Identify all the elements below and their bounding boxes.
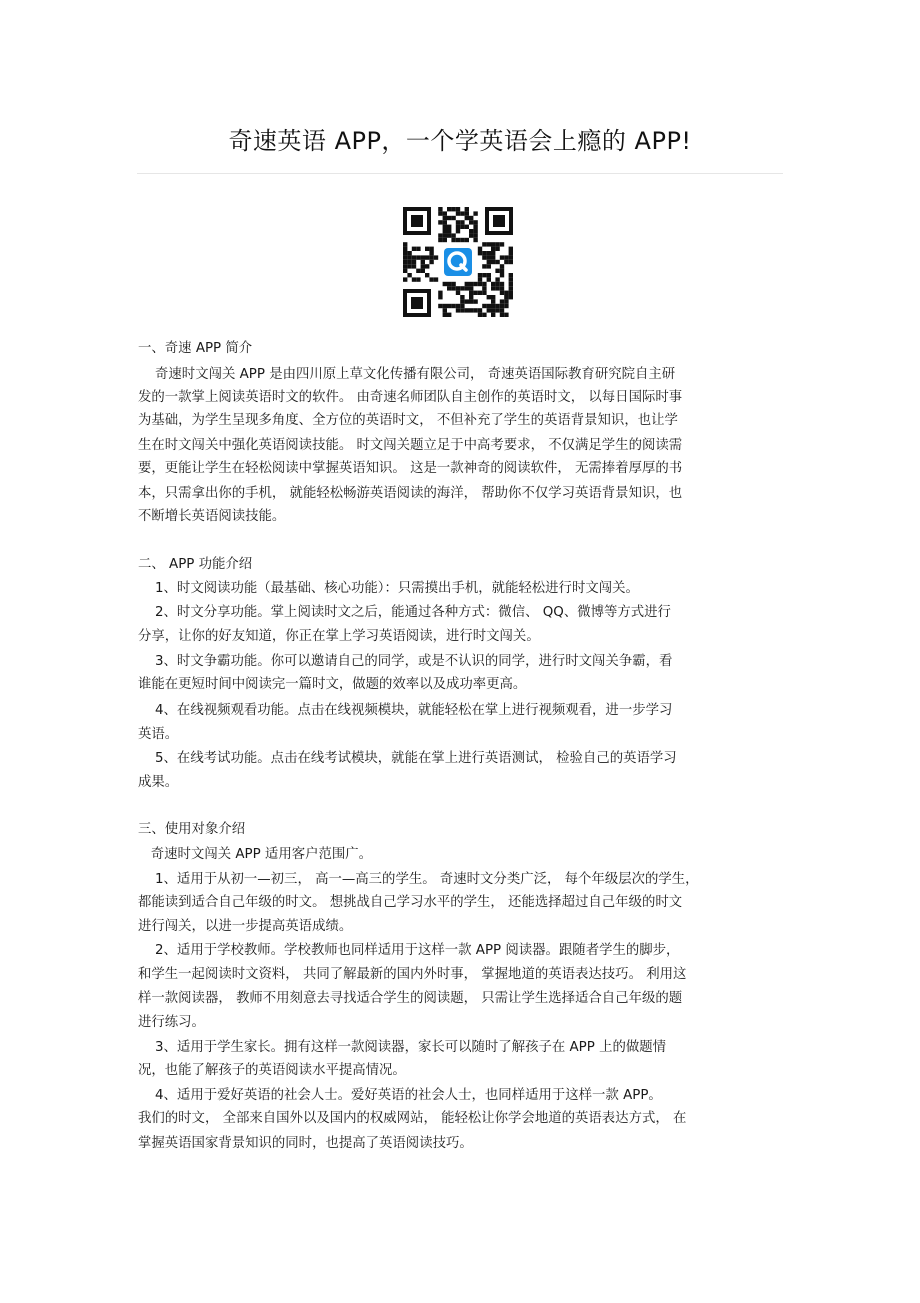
app-logo-icon	[441, 245, 475, 279]
paragraph-line: 2、适用于学校教师。学校教师也同样适用于这样一款 APP 阅读器。跟随者学生的脚步，	[138, 943, 680, 958]
paragraph-line: 况，也能了解孩子的英语阅读水平提高情况。	[138, 1063, 406, 1078]
section-heading: 一、奇速 APP 简介	[138, 341, 253, 356]
paragraph-line: 英语。	[138, 727, 179, 742]
section-heading: 三、使用对象介绍	[138, 822, 246, 837]
paragraph-line: 4、适用于爱好英语的社会人士。爱好英语的社会人士，也同样适用于这样一款 APP。	[138, 1088, 662, 1103]
paragraph-line: 奇速时文闯关 APP 适用客户范围广。	[138, 847, 373, 862]
paragraph-line: 1、适用于从初一—初三， 高一—高三的学生。 奇速时文分类广泛， 每个年级层次的学生，	[138, 872, 699, 887]
paragraph-line: 进行闯关，以进一步提高英语成绩。	[138, 919, 353, 934]
paragraph-line: 要，更能让学生在轻松阅读中掌握英语知识。 这是一款神奇的阅读软件， 无需捧着厚厚的书	[138, 461, 683, 476]
paragraph-line: 生在时文闯关中强化英语阅读技能。 时文闯关题立足于中高考要求， 不仅满足学生的阅读需	[138, 438, 683, 453]
qr-code-image	[403, 207, 513, 317]
paragraph-line: 3、适用于学生家长。拥有这样一款阅读器，家长可以随时了解孩子在 APP 上的做题情	[138, 1040, 667, 1055]
paragraph-line: 分享，让你的好友知道，你正在掌上学习英语阅读，进行时文闯关。	[138, 629, 540, 644]
paragraph-line: 谁能在更短时间中阅读完一篇时文，做题的效率以及成功率更高。	[138, 677, 527, 692]
paragraph-line: 掌握英语国家背景知识的同时，也提高了英语阅读技巧。	[138, 1136, 473, 1151]
paragraph-line: 发的一款掌上阅读英语时文的软件。 由奇速名师团队自主创作的英语时文， 以每日国际时事	[138, 390, 683, 405]
paragraph-line: 为基础，为学生呈现多角度、全方位的英语时文， 不但补充了学生的英语背景知识，也让学	[138, 413, 678, 428]
paragraph-line: 奇速时文闯关 APP 是由四川原上草文化传播有限公司， 奇速英语国际教育研究院自主研	[138, 367, 676, 382]
title-divider	[137, 173, 783, 174]
paragraph-line: 1、时文阅读功能（最基础、核心功能）：只需摸出手机，就能轻松进行时文闯关。	[138, 581, 639, 596]
document-title: 奇速英语 APP，一个学英语会上瘾的 APP!	[228, 127, 692, 155]
paragraph-line: 进行练习。	[138, 1015, 205, 1030]
paragraph-line: 3、时文争霸功能。你可以邀请自己的同学，或是不认识的同学，进行时文闯关争霸，看	[138, 654, 673, 669]
paragraph-line: 样一款阅读器， 教师不用刻意去寻找适合学生的阅读题， 只需让学生选择适合自己年级的题	[138, 991, 683, 1006]
paragraph-line: 2、时文分享功能。掌上阅读时文之后，能通过各种方式：微信、 QQ、微博等方式进行	[138, 605, 671, 620]
paragraph-line: 都能读到适合自己年级的时文。 想挑战自己学习水平的学生， 还能选择超过自己年级的时文	[138, 895, 683, 910]
paragraph-line: 不断增长英语阅读技能。	[138, 509, 286, 524]
paragraph-line: 成果。	[138, 775, 179, 790]
section-heading: 二、 APP 功能介绍	[138, 557, 253, 572]
paragraph-line: 我们的时文， 全部来自国外以及国内的权威网站， 能轻松让你学会地道的英语表达方式， 在	[138, 1111, 687, 1126]
paragraph-line: 和学生一起阅读时文资料， 共同了解最新的国内外时事， 掌握地道的英语表达技巧。 利用这	[138, 967, 687, 982]
paragraph-line: 5、在线考试功能。点击在线考试模块，就能在掌上进行英语测试， 检验自己的英语学习	[138, 751, 677, 766]
paragraph-line: 本，只需拿出你的手机， 就能轻松畅游英语阅读的海洋， 帮助你不仅学习英语背景知识，也	[138, 486, 683, 501]
paragraph-line: 4、在线视频观看功能。点击在线视频模块，就能轻松在掌上进行视频观看，进一步学习	[138, 703, 673, 718]
